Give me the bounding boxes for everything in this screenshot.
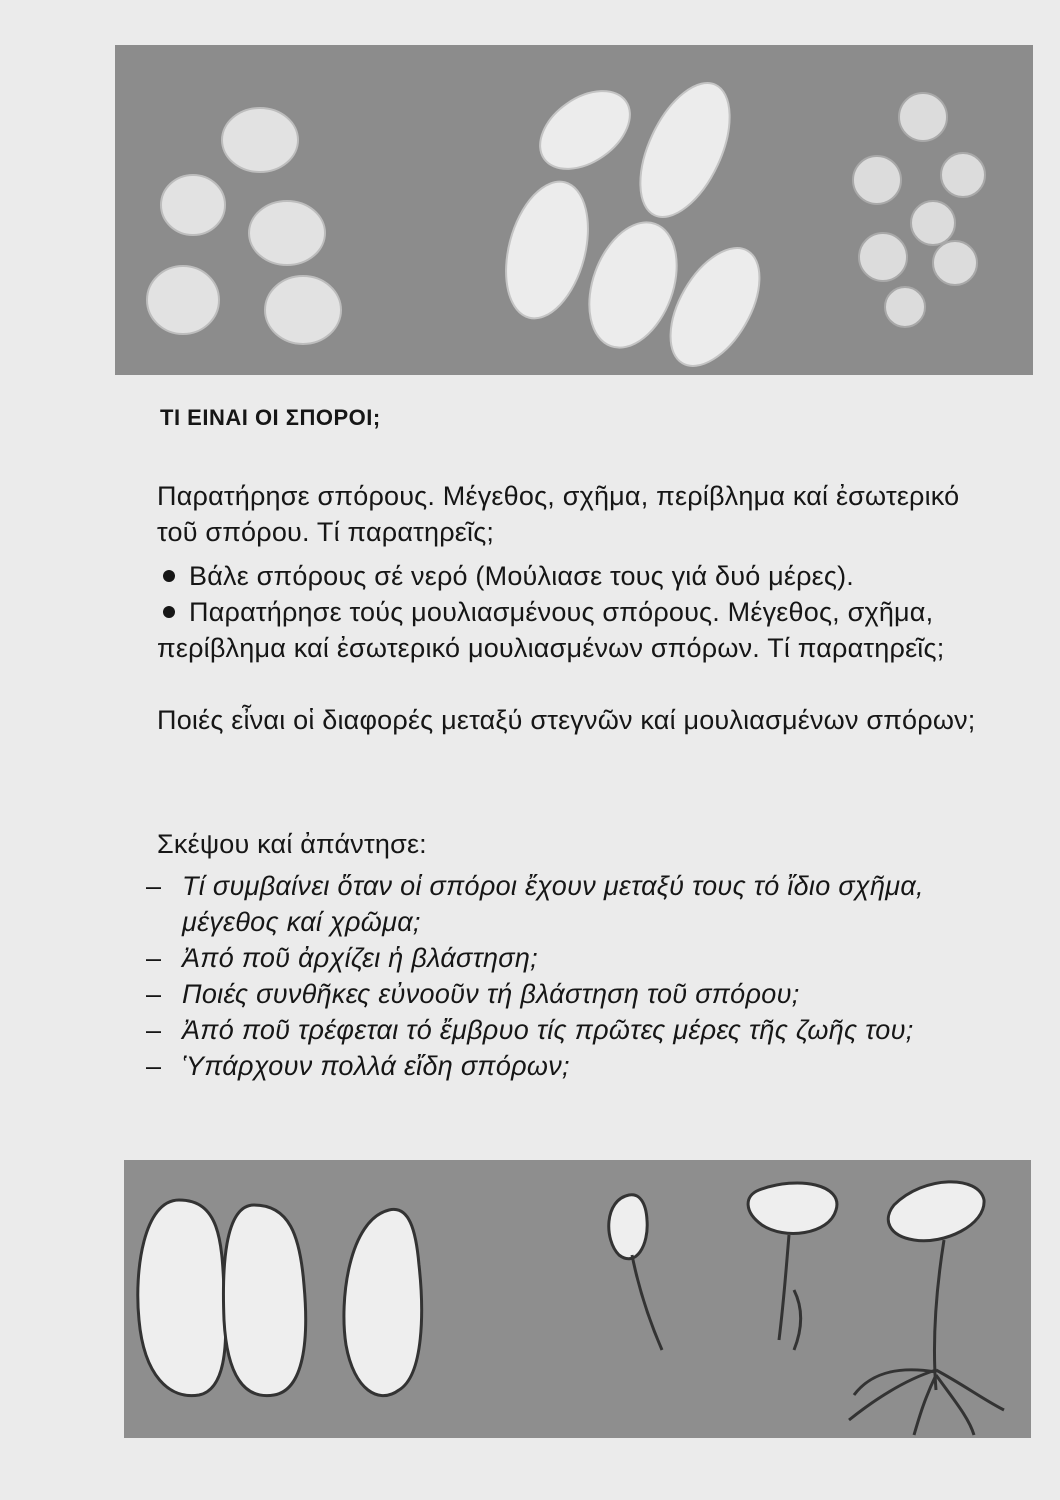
root	[914, 1375, 936, 1435]
stem	[934, 1240, 944, 1390]
differences-question: Ποιές εἶναι οἱ διαφορές μεταξύ στεγνῶν καί μουλιασμένων σπόρων;	[157, 705, 976, 735]
chickpea-seed	[249, 201, 325, 265]
section-title: ΤΙ ΕΙΝΑΙ ΟΙ ΣΠΟΡΟΙ;	[160, 405, 381, 430]
question-item: – Τί συμβαίνει ὅταν οἱ σπόροι ἔχουν μεταξύ τους τό ἴδιο σχῆμα, μέγεθος καί χρῶμα;	[146, 868, 1016, 940]
pea-seed	[885, 287, 925, 327]
think-heading: Σκέψου καί ἀπάντησε:	[157, 829, 427, 859]
chickpea-seed	[147, 266, 219, 334]
observe-paragraph: Παρατήρησε σπόρους. Μέγεθος, σχῆμα, περίβλημα καί ἐσωτερικό τοῦ σπόρου. Τί παρατηρεῖς;	[157, 481, 960, 547]
pea-seed	[899, 93, 947, 141]
bean-seed	[526, 75, 645, 185]
germination-stages	[124, 1160, 1031, 1438]
pea-seed	[933, 241, 977, 285]
sprout-stage-3	[888, 1182, 984, 1241]
pea-group	[853, 93, 985, 327]
bullet-item: Βάλε σπόρους σέ νερό (Μούλιασε τους γιά δυό μέρες).	[157, 558, 1007, 594]
question-item: – Ὑπάρχουν πολλά εἴδη σπόρων;	[146, 1048, 1016, 1084]
root	[849, 1370, 936, 1420]
sprout-stage-2	[748, 1183, 837, 1233]
root	[632, 1255, 662, 1350]
chickpea-group	[147, 108, 341, 344]
bean-seed	[622, 70, 748, 231]
bean-seed	[492, 173, 602, 328]
pea-seed	[859, 233, 907, 281]
germination-illustration	[124, 1160, 1031, 1438]
chickpea-seed	[161, 175, 225, 235]
pea-seed	[853, 156, 901, 204]
question-list	[146, 868, 1016, 1084]
chickpea-seed	[222, 108, 298, 172]
bean-group	[492, 70, 778, 375]
bean-half-right	[223, 1205, 305, 1396]
pea-seed	[941, 153, 985, 197]
root	[779, 1235, 789, 1340]
root	[794, 1290, 801, 1350]
chickpea-seed	[265, 276, 341, 344]
question-item: – Ἀπό ποῦ τρέφεται τό ἔμβρυο τίς πρῶτες μέρες τῆς ζωῆς του;	[146, 1012, 1016, 1048]
root	[936, 1375, 974, 1435]
question-item: – Ἀπό ποῦ ἀρχίζει ἡ βλάστηση;	[146, 940, 1016, 976]
seeds-illustration	[115, 45, 1033, 375]
bean-whole	[344, 1209, 422, 1395]
question-item: – Ποιές συνθῆκες εὐνοοῦν τή βλάστηση τοῦ σπόρου;	[146, 976, 1016, 1012]
seeds-photo	[115, 45, 1033, 375]
bean-half-left	[138, 1200, 226, 1396]
bullet-item: Παρατήρησε τούς μουλιασμένους σπόρους. Μέγεθος, σχῆμα, περίβλημα καί ἐσωτερικό μουλιασμένων σπόρων. Τί παρατηρεῖς;	[157, 594, 1007, 666]
pea-seed	[911, 201, 955, 245]
sprout-stage-1	[609, 1195, 647, 1259]
